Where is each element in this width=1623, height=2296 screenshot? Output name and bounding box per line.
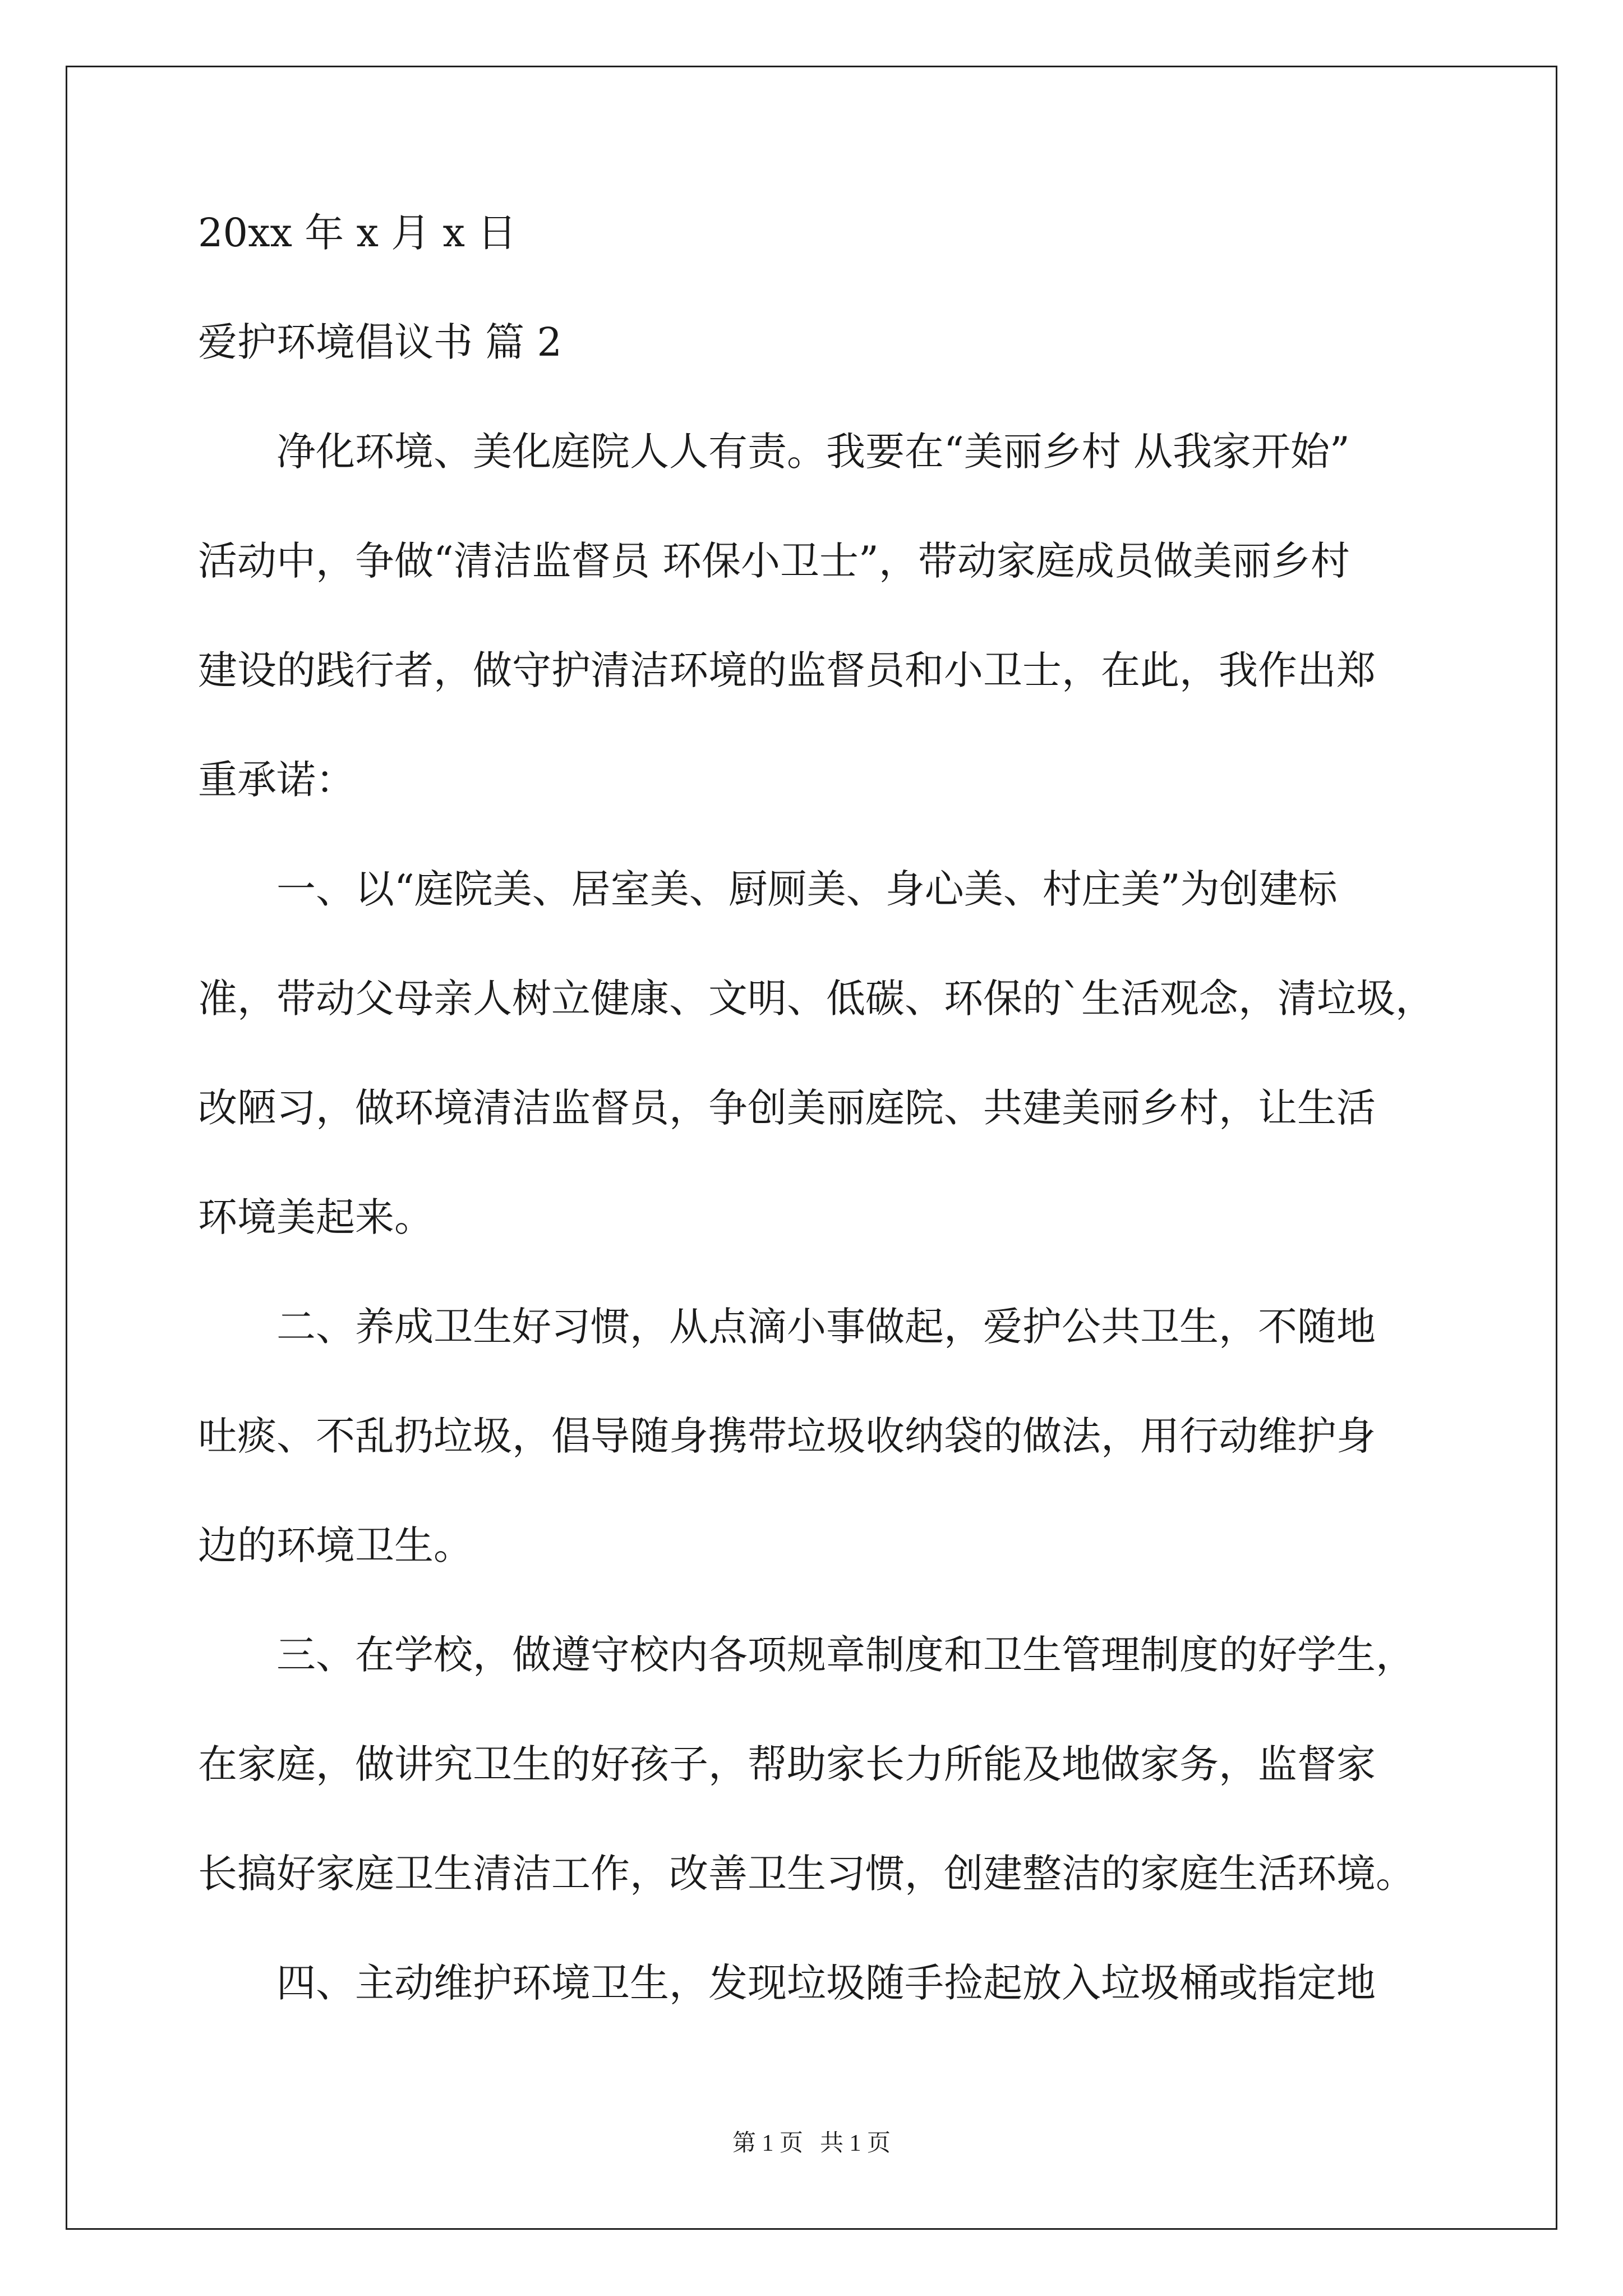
document-heading: 爱护环境倡议书 篇 2 <box>198 319 562 365</box>
paragraph <box>198 866 1435 1240</box>
paragraph-line: 改陋习，做环境清洁监督员，争创美丽庭院、共建美丽乡村，让生活 <box>198 1085 1376 1131</box>
document-date: 20xx 年 x 月 x 日 <box>198 210 517 256</box>
page-number-current: 第 1 页 <box>732 2131 803 2156</box>
paragraph-line: 长搞好家庭卫生清洁工作，改善卫生习惯，创建整洁的家庭生活环境。 <box>198 1851 1415 1897</box>
paragraph-line: 准，带动父母亲人树立健康、文明、低碳、环保的`生活观念，清垃圾， <box>198 976 1435 1022</box>
paragraph-line: 重承诺： <box>198 757 355 803</box>
paragraph-line: 环境美起来。 <box>198 1194 434 1240</box>
paragraph <box>198 429 1432 803</box>
paragraph-line: 在家庭，做讲究卫生的好孩子，帮助家长力所能及地做家务，监督家 <box>198 1741 1376 1787</box>
page-footer <box>0 2132 1623 2155</box>
page-number-total: 共 1 页 <box>820 2131 891 2156</box>
paragraph <box>198 1304 1432 1568</box>
paragraph-line: 一、以“庭院美、居室美、厨厕美、身心美、村庄美”为创建标 <box>276 866 1338 912</box>
paragraph-line: 边的环境卫生。 <box>198 1522 473 1568</box>
paragraph-line: 建设的践行者，做守护清洁环境的监督员和小卫士，在此，我作出郑 <box>198 647 1376 693</box>
paragraph-line: 四、主动维护环境卫生，发现垃圾随手捡起放入垃圾桶或指定地 <box>276 1960 1376 2006</box>
paragraph <box>198 1632 1432 1897</box>
paragraph <box>198 1960 1432 2006</box>
paragraph-line: 活动中，争做“清洁监督员 环保小卫士”，带动家庭成员做美丽乡村 <box>198 538 1350 584</box>
paragraph-line: 三、在学校，做遵守校内各项规章制度和卫生管理制度的好学生， <box>276 1632 1415 1678</box>
paragraph-line: 二、养成卫生好习惯，从点滴小事做起，爱护公共卫生，不随地 <box>276 1304 1376 1350</box>
paragraph-line: 净化环境、美化庭院人人有责。我要在“美丽乡村 从我家开始” <box>276 429 1350 475</box>
document-body <box>198 210 1435 2006</box>
paragraph-line: 吐痰、不乱扔垃圾，倡导随身携带垃圾收纳袋的做法，用行动维护身 <box>198 1413 1376 1459</box>
